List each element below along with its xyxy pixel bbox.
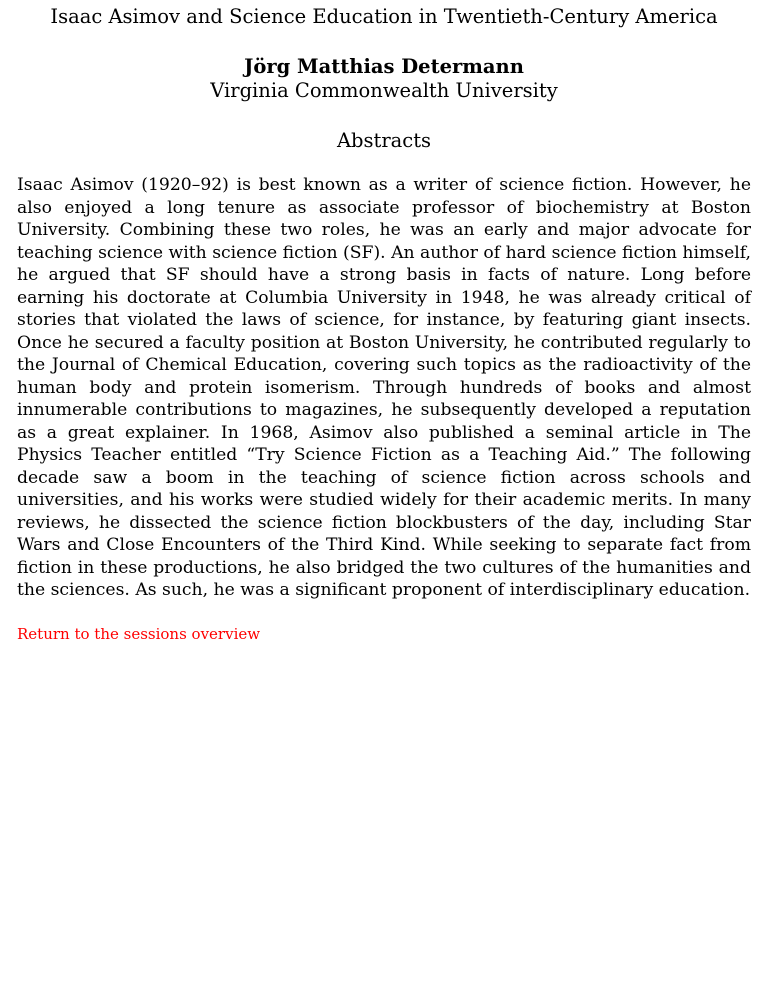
paper-title: Isaac Asimov and Science Education in Twentieth-Century America <box>50 5 718 28</box>
return-to-sessions-link[interactable]: Return to the sessions overview <box>17 624 261 643</box>
abstract-text: Isaac Asimov (1920–92) is best known as a writer of science fiction. However, he also enjoyed a long tenure as associate professor of biochemistry at Boston University. Combining these two roles, he was an early and major advocate for teaching science with science fiction (SF). An author of hard science fiction himself, he argued that SF should have a strong basis in facts of nature. Long before earning his doctorate at Columbia University in 1948, he was already critical of stories that violated the laws of science, for instance, by featuring giant insects. Once he secured a faculty position at Boston University, he contributed regularly to the Journal of Chemical Education, covering such topics as the radioactivity of the human body and protein isomerism. Through hundreds of books and almost innumerable contributions to magazines, he subsequently developed a reputation as a great explainer. In 1968, Asimov also published a seminal article in The Physics Teacher entitled “Try Science Fiction as a Teaching Aid.” The following decade saw a boom in the teaching of science fiction across schools and universities, and his works were studied widely for their academic merits. In many reviews, he dissected the science fiction blockbusters of the day, including Star Wars and Close Encounters of the Third Kind. While seeking to separate fact from fiction in these productions, he also bridged the two cultures of the humanities and the sciences. As such, he was a significant proponent of interdisciplinary education. <box>17 175 751 600</box>
page <box>0 5 781 644</box>
author-affiliation: Virginia Commonwealth University <box>210 79 558 102</box>
section-heading: Abstracts <box>336 129 432 152</box>
author-name: Jörg Matthias Determann <box>244 55 524 78</box>
